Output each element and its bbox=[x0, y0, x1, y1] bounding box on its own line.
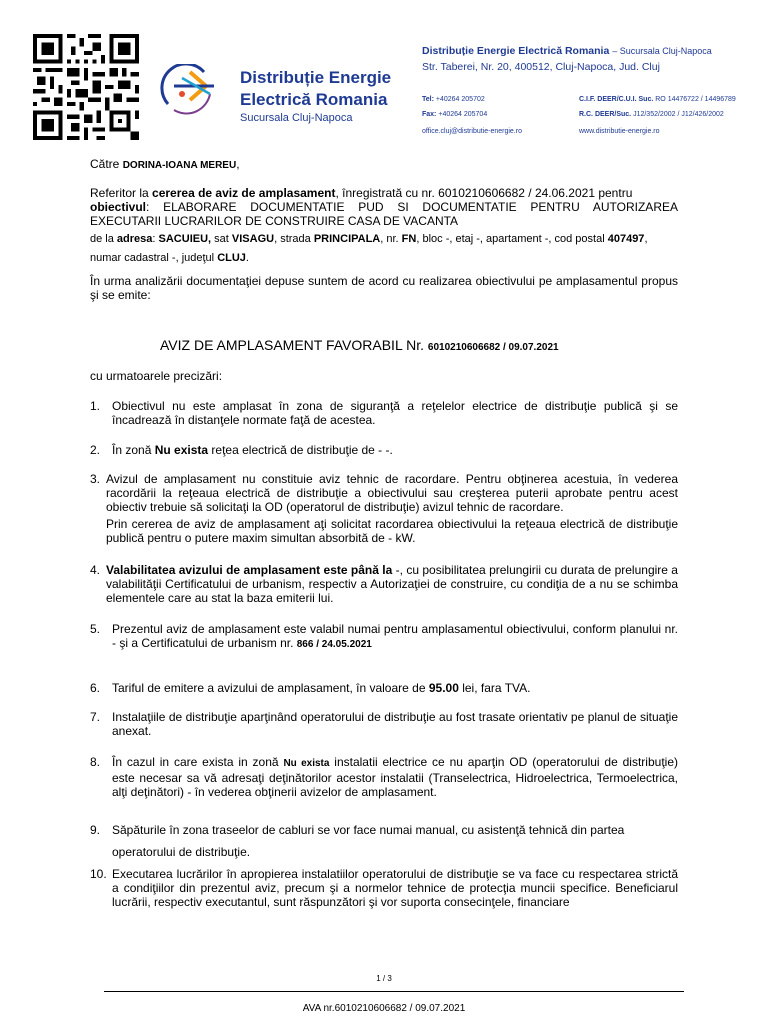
item-8-status: Nu exista bbox=[283, 758, 330, 769]
item-6-number: 6. bbox=[90, 681, 101, 695]
item-3-text-b: Prin cererea de aviz de amplasament aţi solicitat racordarea obiectivului la reţeaua electrică de distribuţie publică pentru o putere maxim simultan absorbită de - kW. bbox=[106, 517, 678, 545]
addr-label: adresa bbox=[116, 233, 153, 245]
objective-value: : ELABORARE DOCUMENTATIE PUD SI DOCUMENTATIE PENTRU AUTORIZAREA EXECUTARII LUCRARILOR DE CONSTRUIRE CASA DE VACANTA bbox=[90, 200, 678, 228]
item-9-number: 9. bbox=[90, 823, 101, 837]
item-1-text: Obiectivul nu este amplasat în zona de siguranţă a reţelelor electrice de distribuţie publică şi se încadrează în distanţele normate faţă de acestea. bbox=[112, 399, 678, 427]
brand-line-2: Electrică Romania bbox=[240, 90, 388, 109]
item-2-status: Nu exista bbox=[154, 443, 209, 457]
cadastral-line bbox=[90, 251, 249, 265]
footer-reference: AVA nr.6010210606682 / 09.07.2021 bbox=[302, 1003, 466, 1014]
header-email[interactable]: office.cluj@distributie-energie.ro bbox=[422, 128, 522, 135]
header-company-branch: – Sucursala Cluj-Napoca bbox=[612, 46, 712, 56]
item-6-amount: 95.00 bbox=[428, 681, 459, 695]
item-9-text-b: operatorului de distribuţie. bbox=[112, 845, 251, 859]
header-rc-label: R.C. DEER/Suc. bbox=[579, 111, 632, 118]
item-2-c: reţea electrică de distribuţie de - -. bbox=[211, 443, 393, 457]
item-6-text bbox=[112, 681, 530, 695]
item-4-text bbox=[106, 563, 678, 605]
header-rc-value: J12/352/2002 / J12/426/2002 bbox=[633, 111, 724, 118]
item-4-b: -, cu posibilitatea prelungirii cu durata de prelungire a valabilităţii Certificatului de urbanism, respectiv a Autorizaţiei de construire, cu condiţia de a nu se schimba elementele care au stat la baza emiterii lui. bbox=[106, 563, 678, 605]
recipient-suffix: , bbox=[236, 157, 240, 171]
item-2-a: În zonă bbox=[112, 443, 152, 457]
item-10-number: 10. bbox=[90, 867, 107, 881]
item-7-text: Instalaţiile de distribuţie aparţinând operatorului de distribuţie au fost trasate orientativ pe planul de situaţie anexat. bbox=[112, 710, 678, 738]
item-5-text bbox=[112, 622, 678, 652]
item-5-a: Prezentul aviz de amplasament este valabil numai pentru amplasamentul obiectivului, conform planului nr. - şi a Certificatului de urbanism nr. bbox=[112, 622, 678, 650]
item-9-text-a: Săpăturile în zona traseelor de cabluri se vor face numai manual, cu asistenţă tehnică din partea bbox=[112, 823, 625, 837]
item-5-certificate: 866 / 24.05.2021 bbox=[296, 639, 372, 650]
addr-f: , nr. bbox=[380, 233, 399, 245]
addr-street: PRINCIPALA bbox=[313, 233, 381, 245]
brand-subtitle: Sucursala Cluj-Napoca bbox=[240, 112, 353, 124]
header-company bbox=[422, 45, 712, 57]
item-1-number: 1. bbox=[90, 399, 101, 413]
item-8-c: instalatii electrice ce nu aparţin OD (operatorului de distribuţie) este necesar sa vă adresaţi deţinătorilor acestor instalatii (Transelectrica, Hidroelectrica, Termoelectrica, alţi deţinători) - în vederea obţinerii avizelor de amplasament. bbox=[112, 755, 678, 799]
item-6-a: Tariful de emitere a avizului de amplasament, în valoare de bbox=[112, 681, 426, 695]
page-number: 1 / 3 bbox=[376, 974, 392, 983]
addr-g: , bloc -, etaj -, apartament -, cod postal bbox=[416, 233, 605, 245]
cadastral-county: CLUJ bbox=[217, 252, 246, 264]
header-company-name: Distribuție Energie Electrică Romania bbox=[422, 45, 610, 57]
header-rc bbox=[579, 111, 724, 118]
header-fax-value: +40264 205704 bbox=[438, 111, 488, 118]
addr-h: , bbox=[644, 233, 648, 245]
company-logo-icon bbox=[160, 64, 218, 120]
item-4-number: 4. bbox=[90, 563, 101, 577]
brand-name bbox=[240, 67, 391, 111]
footer-divider bbox=[104, 991, 684, 992]
clarifications-intro: cu urmatoarele precizări: bbox=[90, 369, 223, 383]
addr-c: : bbox=[152, 233, 156, 245]
header-tel-label: Tel: bbox=[422, 96, 434, 103]
header-cif-value: RO 14476722 / 14496789 bbox=[655, 96, 736, 103]
addr-d: sat bbox=[214, 233, 229, 245]
addr-village: VISAGU bbox=[231, 233, 275, 245]
header-cif-label: C.I.F. DEER/C.U.I. Suc. bbox=[579, 96, 654, 103]
item-7-number: 7. bbox=[90, 710, 101, 724]
intro-l1-a: Referitor la bbox=[90, 186, 149, 200]
qr-code bbox=[33, 34, 139, 140]
recipient-line bbox=[90, 157, 240, 173]
item-8-number: 8. bbox=[90, 755, 101, 769]
intro-request-type: cererea de aviz de amplasament bbox=[152, 186, 336, 200]
address-line bbox=[90, 232, 648, 246]
addr-a: de la bbox=[90, 233, 114, 245]
header-tel-value: +40264 205702 bbox=[435, 96, 485, 103]
addr-postal: 407497 bbox=[607, 233, 645, 245]
item-2-text bbox=[112, 443, 393, 457]
item-5-number: 5. bbox=[90, 622, 101, 636]
addr-locality: SACUIEU, bbox=[158, 233, 212, 245]
objective-label: obiectivul bbox=[90, 200, 147, 214]
cadastral-a: numar cadastral -, judeţul bbox=[90, 252, 215, 264]
item-10-text: Executarea lucrărilor în apropierea instalatiilor operatorului de distribuţie se va face cu respectarea strictă a condiţiilor din prezentul aviz, precum şi a normelor tehnice de protecţia muncii specifice. Beneficiarul lucrării, respectiv executantul, sunt răspunzători şi vor suporta consecinţele, financiare bbox=[112, 867, 678, 909]
header-tel bbox=[422, 96, 485, 103]
header-fax-label: Fax: bbox=[422, 111, 437, 118]
addr-e: , strada bbox=[274, 233, 311, 245]
header-fax bbox=[422, 111, 487, 118]
cadastral-b: . bbox=[245, 252, 249, 264]
brand-line-1: Distribuție Energie bbox=[240, 68, 392, 87]
document-title bbox=[160, 337, 559, 353]
objective-paragraph bbox=[90, 200, 678, 228]
title-text: AVIZ DE AMPLASAMENT FAVORABIL Nr. bbox=[160, 337, 424, 353]
intro-l1-c: , înregistrată cu nr. 6010210606682 / 24.06.2021 pentru bbox=[335, 186, 633, 200]
item-8-text bbox=[112, 755, 678, 799]
item-3-number: 3. bbox=[90, 472, 101, 486]
analysis-paragraph: În urma analizării documentaţiei depuse suntem de acord cu realizarea obiectivului pe amplasamentul propus şi se emite: bbox=[90, 274, 678, 302]
recipient-prefix: Către bbox=[90, 157, 120, 171]
item-3-text: Avizul de amplasament nu constituie aviz tehnic de racordare. Pentru obţinerea acestuia, în vederea racordării la reţeaua electrică de distribuţie a obiectivului sau creşterea puterii aprobate pentru acest obiectiv trebuie să solicitaţi la OD (operatorul de distribuţie) avizul tehnic de racordare. bbox=[106, 472, 678, 514]
item-4-a: Valabilitatea avizului de amplasament este până la bbox=[106, 563, 393, 577]
header-address: Str. Taberei, Nr. 20, 400512, Cluj-Napoca, Jud. Cluj bbox=[422, 61, 660, 73]
item-2-number: 2. bbox=[90, 443, 101, 457]
item-8-a: În cazul in care exista in zonă bbox=[112, 755, 279, 769]
recipient-name: DORINA-IOANA MEREU bbox=[122, 160, 237, 171]
title-number: 6010210606682 / 09.07.2021 bbox=[427, 342, 559, 353]
intro-line-1 bbox=[90, 186, 632, 200]
item-6-c: lei, fara TVA. bbox=[462, 681, 531, 695]
header-cif bbox=[579, 96, 736, 103]
addr-number: FN bbox=[401, 233, 417, 245]
header-website[interactable]: www.distributie-energie.ro bbox=[579, 128, 660, 135]
